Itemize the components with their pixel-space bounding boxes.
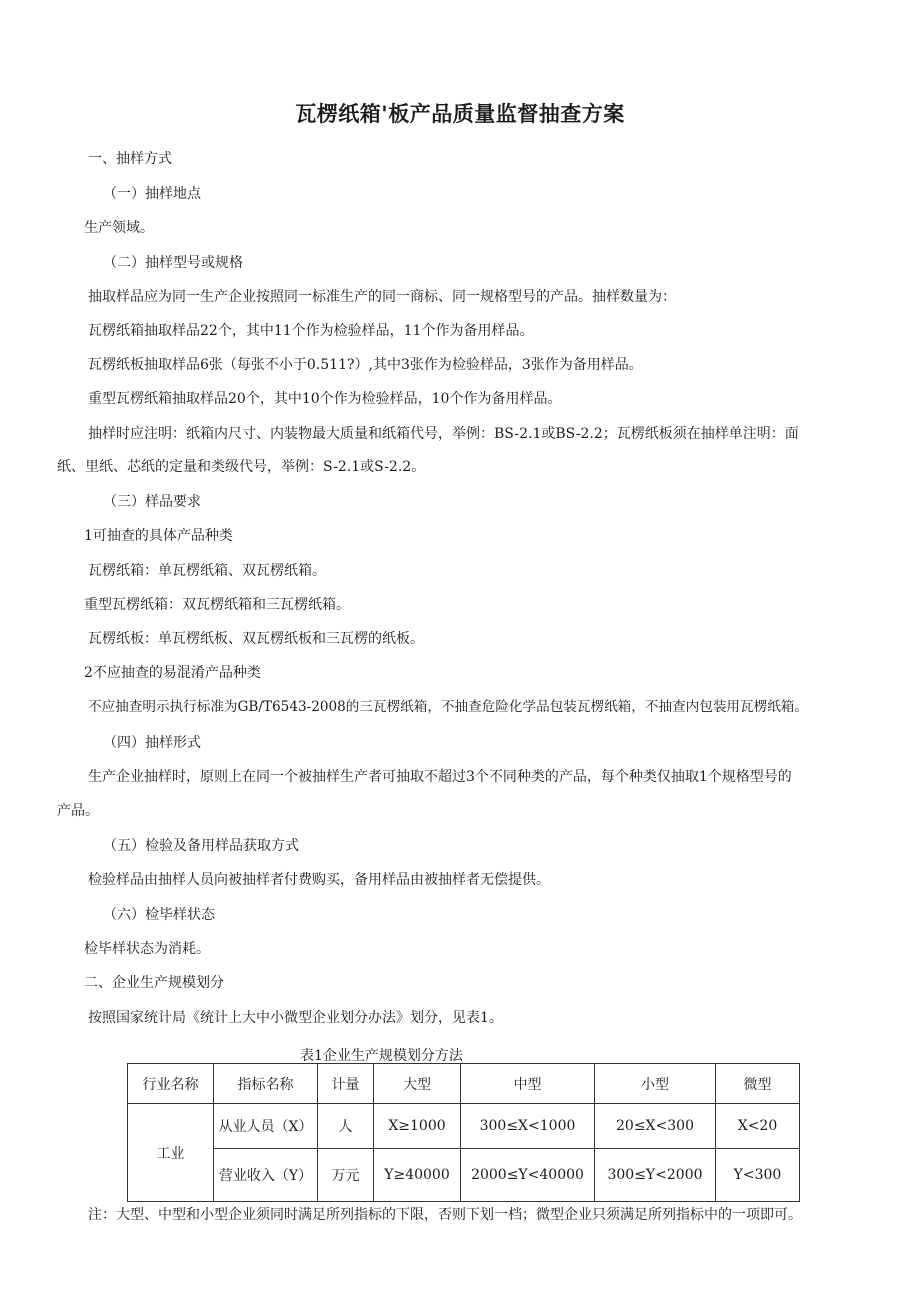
section-1-heading: 一、抽样方式: [88, 151, 172, 167]
table-header-cell: 计量: [318, 1064, 374, 1104]
industry-cell: 工业: [128, 1104, 214, 1202]
table-note: 注：大型、中型和小型企业须同时满足所列指标的下限，否则下划一档；微型企业只须满足所列指标中的一项即可。: [88, 1207, 802, 1223]
list-heading: 1可抽查的具体产品种类: [84, 528, 233, 544]
paragraph: 瓦楞纸箱抽取样品22个，其中11个作为检验样品，11个作为备用样品。: [88, 323, 534, 339]
table-header-cell: 小型: [595, 1064, 716, 1104]
table-cell: 从业人员（X）: [214, 1104, 318, 1149]
list-item: 重型瓦楞纸箱：双瓦楞纸箱和三瓦楞纸箱。: [84, 597, 350, 613]
table-caption: 表1企业生产规模划分方法: [300, 1048, 463, 1064]
section-2-heading: 二、企业生产规模划分: [84, 975, 224, 991]
table-row: [128, 1149, 800, 1202]
document-title: 瓦楞纸箱'板产品质量监督抽查方案: [295, 102, 625, 126]
table-cell: 营业收入（Y）: [214, 1149, 318, 1202]
paragraph: 抽样时应注明：纸箱内尺寸、内装物最大质量和纸箱代号，举例：BS-2.1或BS-2.2；瓦楞纸板须在抽样单注明：面: [88, 426, 799, 442]
table-cell: 万元: [318, 1149, 374, 1202]
list-item: 瓦楞纸箱：单瓦楞纸箱、双瓦楞纸箱。: [88, 563, 326, 579]
paragraph: 瓦楞纸板抽取样品6张（每张不小于0.511?）,其中3张作为检验样品，3张作为备用样品。: [88, 357, 643, 373]
table-header-row: [128, 1064, 800, 1104]
table-cell: 300≤X<1000: [461, 1104, 595, 1149]
paragraph: 按照国家统计局《统计上大中小微型企业划分办法》划分，见表1。: [88, 1010, 503, 1026]
list-item: 瓦楞纸板：单瓦楞纸板、双瓦楞纸板和三瓦楞的纸板。: [88, 631, 424, 647]
paragraph-continuation: 纸、里纸、芯纸的定量和类级代号，举例：S-2.1或S-2.2。: [57, 459, 426, 475]
table-row: [128, 1104, 800, 1149]
enterprise-scale-table: [127, 1063, 800, 1202]
table-header-cell: 大型: [374, 1064, 461, 1104]
table-cell: 人: [318, 1104, 374, 1149]
subsection-1-heading: （一）抽样地点: [103, 186, 201, 202]
paragraph: 重型瓦楞纸箱抽取样品20个，其中10个作为检验样品，10个作为备用样品。: [88, 391, 562, 407]
paragraph: 抽取样品应为同一生产企业按照同一标准生产的同一商标、同一规格型号的产品。抽样数量为：: [88, 289, 676, 305]
subsection-4-heading: （四）抽样形式: [103, 735, 201, 751]
table-cell: X<20: [716, 1104, 800, 1149]
table-cell: 300≤Y<2000: [595, 1149, 716, 1202]
table-header-cell: 微型: [716, 1064, 800, 1104]
subsection-1-text: 生产领域。: [84, 220, 154, 236]
paragraph: 检验样品由抽样人员向被抽样者付费购买，备用样品由被抽样者无偿提供。: [88, 872, 550, 888]
paragraph: 检毕样状态为消耗。: [84, 941, 210, 957]
subsection-2-heading: （二）抽样型号或规格: [103, 255, 243, 271]
paragraph: 不应抽查明示执行标准为GB/T6543-2008的三瓦楞纸箱，不抽查危险化学品包装瓦楞纸箱，不抽查内包装用瓦楞纸箱。: [88, 699, 808, 715]
table-cell: 20≤X<300: [595, 1104, 716, 1149]
subsection-6-heading: （六）检毕样状态: [103, 907, 215, 923]
table-header-cell: 行业名称: [128, 1064, 214, 1104]
subsection-5-heading: （五）检验及备用样品获取方式: [103, 838, 299, 854]
table-header-cell: 指标名称: [214, 1064, 318, 1104]
table-cell: 2000≤Y<40000: [461, 1149, 595, 1202]
list-heading: 2不应抽查的易混淆产品种类: [84, 665, 261, 681]
paragraph-continuation: 产品。: [57, 803, 99, 819]
table-cell: X≥1000: [374, 1104, 461, 1149]
subsection-3-heading: （三）样品要求: [103, 494, 201, 510]
table-header-cell: 中型: [461, 1064, 595, 1104]
table-cell: Y<300: [716, 1149, 800, 1202]
paragraph: 生产企业抽样时，原则上在同一个被抽样生产者可抽取不超过3个不同种类的产品，每个种类仅抽取1个规格型号的: [88, 769, 792, 785]
table-cell: Y≥40000: [374, 1149, 461, 1202]
